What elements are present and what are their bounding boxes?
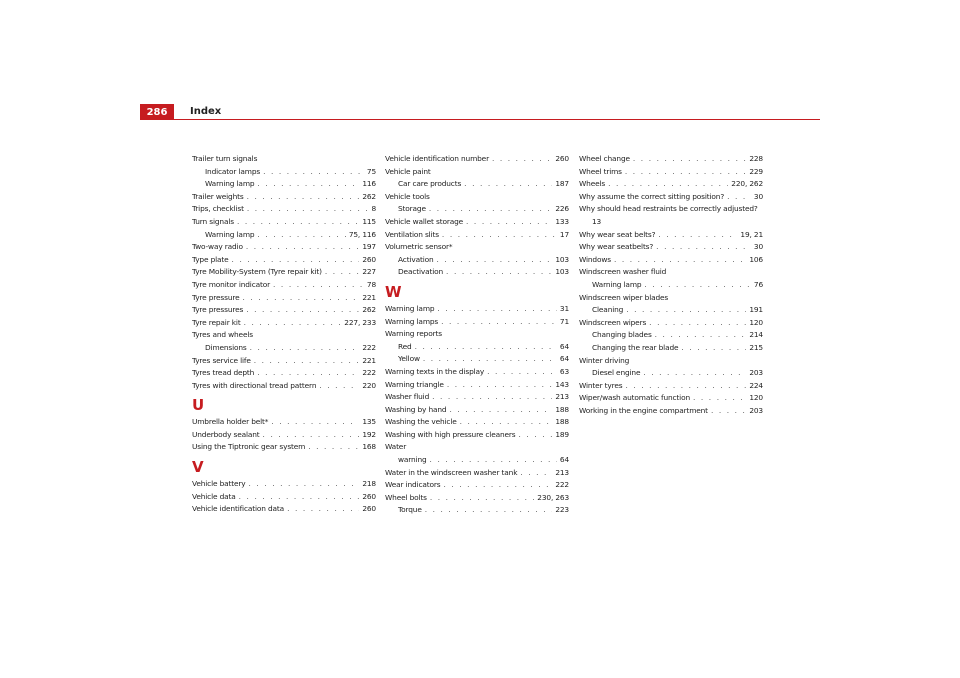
- page-reference[interactable]: 75: [366, 166, 376, 176]
- index-entry: [192, 266, 376, 279]
- page-reference[interactable]: 71: [559, 316, 569, 326]
- dot-leader: [325, 266, 359, 279]
- page-reference[interactable]: 17: [559, 229, 569, 239]
- dot-leader: [257, 367, 359, 380]
- section-letter: U: [192, 396, 205, 415]
- index-entry: [385, 391, 569, 404]
- index-entry: [192, 441, 376, 454]
- page-reference[interactable]: 75, 116: [348, 229, 376, 239]
- index-entry: [192, 254, 376, 267]
- dot-leader: [466, 216, 552, 229]
- dot-leader: [246, 304, 359, 317]
- index-term: Vehicle battery: [192, 479, 246, 489]
- dot-leader: [239, 491, 360, 504]
- index-term: Cleaning: [592, 305, 624, 315]
- page-reference[interactable]: 64: [559, 455, 569, 465]
- page-reference[interactable]: 103: [555, 254, 569, 264]
- page-reference[interactable]: 260: [362, 504, 376, 514]
- index-entry: [385, 416, 569, 429]
- page-reference[interactable]: 227, 233: [344, 317, 376, 327]
- index-term: Washing the vehicle: [385, 417, 457, 427]
- page-reference[interactable]: 64: [559, 354, 569, 364]
- page-reference[interactable]: 168: [362, 442, 376, 452]
- dot-leader: [464, 178, 552, 191]
- index-entry: [192, 429, 376, 442]
- index-term: Two-way radio: [192, 242, 243, 252]
- index-entry: [579, 317, 763, 330]
- index-entry: [385, 479, 569, 492]
- page-reference[interactable]: 222: [362, 368, 376, 378]
- page-reference[interactable]: 19, 21: [740, 229, 763, 239]
- index-entry: [192, 367, 376, 380]
- dot-leader: [437, 254, 553, 267]
- dot-leader: [257, 178, 359, 191]
- index-entry: [192, 216, 376, 229]
- index-term: Washing by hand: [385, 404, 447, 414]
- index-subentry: [192, 342, 376, 355]
- index-term: Wear indicators: [385, 480, 441, 490]
- index-term: Wheels: [579, 179, 606, 189]
- dot-leader: [273, 279, 364, 292]
- index-entry: [579, 292, 763, 305]
- index-term: Trailer turn signals: [192, 154, 258, 163]
- index-term: Dimensions: [205, 342, 247, 352]
- page-reference[interactable]: 215: [749, 342, 763, 352]
- index-entry: [579, 355, 763, 368]
- index-entry: [579, 178, 763, 191]
- index-term: Vehicle data: [192, 491, 236, 501]
- page-reference[interactable]: 226: [555, 204, 569, 214]
- index-term: Vehicle wallet storage: [385, 216, 464, 226]
- page-reference[interactable]: 188: [555, 417, 569, 427]
- dot-leader: [449, 404, 552, 417]
- index-entry: [579, 266, 763, 279]
- dot-leader: [658, 229, 737, 242]
- dot-leader: [460, 416, 553, 429]
- dot-leader: [614, 254, 746, 267]
- index-entry: [192, 292, 376, 305]
- dot-leader: [319, 380, 359, 393]
- index-term: Wiper/wash automatic function: [579, 393, 690, 403]
- dot-leader: [727, 191, 751, 204]
- index-entry: [192, 416, 376, 429]
- dot-leader: [644, 279, 750, 292]
- index-subentry: [579, 367, 763, 380]
- page-reference[interactable]: 221: [362, 355, 376, 365]
- index-term: Warning lamps: [385, 316, 439, 326]
- index-term: Warning lamp: [205, 179, 255, 189]
- index-term: Water: [385, 442, 407, 452]
- page-reference[interactable]: 230, 263: [537, 492, 569, 502]
- index-term: Tyre repair kit: [192, 317, 241, 327]
- page-title: Index: [190, 106, 222, 117]
- index-subentry: [385, 504, 569, 517]
- index-term: Changing the rear blade: [592, 342, 679, 352]
- index-term: Tyres and wheels: [192, 330, 253, 340]
- index-term: Winter tyres: [579, 380, 623, 390]
- index-subentry: [385, 178, 569, 191]
- index-term: Turn signals: [192, 216, 234, 226]
- index-entry: [385, 404, 569, 417]
- index-entry: [385, 316, 569, 329]
- index-term: Windscreen wipers: [579, 317, 647, 327]
- page-reference[interactable]: 213: [555, 467, 569, 477]
- index-subentry: [579, 329, 763, 342]
- page-reference[interactable]: 203: [749, 368, 763, 378]
- dot-leader: [430, 492, 534, 505]
- index-entry: [579, 380, 763, 393]
- dot-leader: [633, 153, 746, 166]
- dot-leader: [242, 292, 359, 305]
- index-term: Warning lamp: [592, 279, 642, 289]
- index-entry: [385, 303, 569, 316]
- index-term: Why assume the correct sitting position?: [579, 191, 725, 201]
- dot-leader: [247, 191, 360, 204]
- index-entry: [579, 191, 763, 204]
- index-term: Indicator lamps: [205, 166, 261, 176]
- dot-leader: [432, 391, 552, 404]
- index-entry: [385, 153, 569, 166]
- index-term: Windows: [579, 254, 611, 264]
- index-entry: [192, 503, 376, 516]
- index-term: Volumetric sensor*: [385, 242, 453, 252]
- index-entry: [192, 317, 376, 330]
- index-subentry: [385, 203, 569, 216]
- dot-leader: [415, 341, 557, 354]
- index-entry: [385, 429, 569, 442]
- dot-leader: [446, 266, 552, 279]
- dot-leader: [519, 429, 553, 442]
- dot-leader: [249, 478, 360, 491]
- page-reference[interactable]: 224: [749, 380, 763, 390]
- dot-leader: [263, 166, 364, 179]
- page-reference[interactable]: 220: [362, 380, 376, 390]
- dot-leader: [487, 366, 557, 379]
- index-term: Tyre monitor indicator: [192, 279, 271, 289]
- index-term: Wheel bolts: [385, 492, 427, 502]
- index-term: Wheel change: [579, 154, 630, 163]
- index-term: Tyres service life: [192, 355, 251, 365]
- index-entry: [385, 216, 569, 229]
- index-entry: [385, 328, 569, 341]
- dot-leader: [520, 467, 552, 480]
- index-term: Tyres tread depth: [192, 368, 255, 378]
- section-letter: V: [192, 458, 204, 477]
- index-subentry: [385, 254, 569, 267]
- index-entry: [192, 191, 376, 204]
- index-term: Tyres with directional tread pattern: [192, 380, 317, 390]
- index-term: Diesel engine: [592, 368, 641, 378]
- page-reference[interactable]: 63: [559, 366, 569, 376]
- index-term: Trailer weights: [192, 191, 244, 201]
- page-reference[interactable]: 30: [753, 242, 763, 252]
- index-entry: [192, 478, 376, 491]
- page-reference[interactable]: 260: [555, 154, 569, 163]
- index-term: 13: [592, 216, 602, 226]
- index-subentry: [385, 454, 569, 467]
- index-entry: [192, 241, 376, 254]
- index-term: Changing blades: [592, 330, 652, 340]
- page-reference[interactable]: 197: [362, 242, 376, 252]
- page-reference[interactable]: 222: [555, 480, 569, 490]
- dot-leader: [423, 353, 557, 366]
- index-term: Umbrella holder belt*: [192, 417, 269, 427]
- index-term: Working in the engine compartment: [579, 405, 708, 415]
- index-term: Why should head restraints be correctly adjusted?: [579, 204, 758, 214]
- page-reference[interactable]: 260: [362, 254, 376, 264]
- index-entry: [385, 166, 569, 179]
- page-reference[interactable]: 187: [555, 179, 569, 189]
- index-term: Warning lamp: [385, 303, 435, 313]
- index-entry: [579, 405, 763, 418]
- index-entry: [385, 191, 569, 204]
- page-reference[interactable]: 76: [753, 279, 763, 289]
- dot-leader: [492, 153, 552, 166]
- page-reference[interactable]: 223: [555, 505, 569, 515]
- index-entry: [385, 492, 569, 505]
- index-entry: [385, 229, 569, 242]
- dot-leader: [232, 254, 360, 267]
- dot-leader: [693, 392, 746, 405]
- page-reference[interactable]: 116: [362, 179, 376, 189]
- header-rule: [174, 119, 820, 120]
- index-term: Type plate: [192, 254, 229, 264]
- index-subentry: [192, 178, 376, 191]
- index-entry: [385, 379, 569, 392]
- index-entry: [192, 329, 376, 342]
- index-entry: [192, 491, 376, 504]
- index-term: Vehicle tools: [385, 191, 430, 201]
- page-reference[interactable]: 189: [555, 429, 569, 439]
- index-entry: [579, 203, 763, 216]
- dot-leader: [430, 454, 557, 467]
- page-reference[interactable]: 262: [362, 305, 376, 315]
- page-reference[interactable]: 221: [362, 292, 376, 302]
- index-entry: [192, 203, 376, 216]
- page-reference[interactable]: 229: [749, 166, 763, 176]
- index-entry: [192, 380, 376, 393]
- dot-leader: [443, 479, 552, 492]
- index-entry: [385, 441, 569, 454]
- index-entry: [579, 153, 763, 166]
- index-term: Warning triangle: [385, 379, 444, 389]
- index-subentry: [579, 216, 763, 229]
- index-entry: [579, 392, 763, 405]
- index-term: Warning reports: [385, 329, 442, 339]
- index-entry: [385, 241, 569, 254]
- page-reference[interactable]: 120: [749, 317, 763, 327]
- index-term: Yellow: [398, 354, 420, 364]
- index-term: Activation: [398, 254, 434, 264]
- dot-leader: [237, 216, 359, 229]
- index-term: Why wear seat belts?: [579, 229, 656, 239]
- page-reference[interactable]: 262: [362, 191, 376, 201]
- index-subentry: [385, 353, 569, 366]
- page-reference[interactable]: 103: [555, 267, 569, 277]
- index-subentry: [579, 304, 763, 317]
- page-reference[interactable]: 213: [555, 392, 569, 402]
- page-reference[interactable]: 78: [366, 279, 376, 289]
- page-reference[interactable]: 227: [362, 267, 376, 277]
- index-term: Using the Tiptronic gear system: [192, 442, 306, 452]
- section-letter: W: [385, 282, 402, 301]
- index-entry: [385, 467, 569, 480]
- page-reference[interactable]: 133: [555, 216, 569, 226]
- index-term: Torque: [398, 505, 422, 515]
- page-reference[interactable]: 192: [362, 429, 376, 439]
- dot-leader: [246, 241, 359, 254]
- page-reference[interactable]: 64: [559, 341, 569, 351]
- page-reference[interactable]: 143: [555, 379, 569, 389]
- index-term: Why wear seatbelts?: [579, 242, 654, 252]
- dot-leader: [626, 304, 746, 317]
- dot-leader: [429, 203, 552, 216]
- index-term: Washer fluid: [385, 392, 430, 402]
- index-term: Warning texts in the display: [385, 366, 485, 376]
- index-term: Trips, checklist: [192, 204, 244, 214]
- index-entry: [579, 254, 763, 267]
- dot-leader: [254, 355, 360, 368]
- dot-leader: [263, 429, 360, 442]
- index-term: Windscreen wiper blades: [579, 292, 669, 302]
- index-subentry: [385, 341, 569, 354]
- index-term: Windscreen washer fluid: [579, 267, 667, 277]
- page-reference[interactable]: 218: [362, 479, 376, 489]
- dot-leader: [437, 303, 556, 316]
- dot-leader: [244, 317, 342, 330]
- index-term: Tyre Mobility-System (Tyre repair kit): [192, 267, 322, 277]
- index-entry: [192, 304, 376, 317]
- dot-leader: [308, 441, 359, 454]
- index-entry: [192, 355, 376, 368]
- page-reference[interactable]: 120: [749, 393, 763, 403]
- page-reference[interactable]: 30: [753, 191, 763, 201]
- index-term: Washing with high pressure cleaners: [385, 429, 516, 439]
- index-entry: [385, 366, 569, 379]
- index-term: Vehicle paint: [385, 166, 431, 176]
- dot-leader: [608, 178, 728, 191]
- index-term: Storage: [398, 204, 426, 214]
- page-reference[interactable]: 220, 262: [731, 179, 763, 189]
- index-term: Tyre pressure: [192, 292, 240, 302]
- page-reference[interactable]: 214: [749, 330, 763, 340]
- index-term: Underbody sealant: [192, 429, 260, 439]
- dot-leader: [447, 379, 552, 392]
- index-subentry: [579, 342, 763, 355]
- page-reference[interactable]: 106: [749, 254, 763, 264]
- page-reference[interactable]: 188: [555, 404, 569, 414]
- index-entry: [192, 153, 376, 166]
- dot-leader: [271, 416, 359, 429]
- index-term: Winter driving: [579, 355, 630, 365]
- index-column-1: [192, 153, 376, 516]
- page-reference[interactable]: 135: [362, 417, 376, 427]
- index-term: Vehicle identification number: [385, 154, 489, 163]
- index-term: Deactivation: [398, 267, 444, 277]
- dot-leader: [656, 241, 751, 254]
- page-reference[interactable]: 228: [749, 154, 763, 163]
- index-entry: [579, 241, 763, 254]
- index-term: Water in the windscreen washer tank: [385, 467, 518, 477]
- index-term: Ventilation slits: [385, 229, 439, 239]
- dot-leader: [425, 504, 553, 517]
- index-term: Car care products: [398, 179, 462, 189]
- dot-leader: [711, 405, 746, 418]
- index-subentry: [579, 279, 763, 292]
- dot-leader: [250, 342, 360, 355]
- page-number: 286: [140, 104, 174, 120]
- page-reference[interactable]: 8: [371, 204, 376, 214]
- page-reference[interactable]: 222: [362, 342, 376, 352]
- index-term: Wheel trims: [579, 166, 622, 176]
- page-reference[interactable]: 191: [749, 305, 763, 315]
- index-entry: [579, 166, 763, 179]
- index-column-3: [579, 153, 763, 417]
- page-reference[interactable]: 203: [749, 405, 763, 415]
- dot-leader: [655, 329, 747, 342]
- page-reference[interactable]: 115: [362, 216, 376, 226]
- dot-leader: [643, 367, 746, 380]
- index-term: warning: [398, 455, 427, 465]
- dot-leader: [257, 229, 345, 242]
- dot-leader: [287, 503, 359, 516]
- index-term: Vehicle identification data: [192, 504, 285, 514]
- index-column-2: [385, 153, 569, 517]
- page-reference[interactable]: 31: [559, 303, 569, 313]
- index-entry: [579, 229, 763, 242]
- index-term: Warning lamp: [205, 229, 255, 239]
- page-reference[interactable]: 260: [362, 491, 376, 501]
- dot-leader: [649, 317, 746, 330]
- dot-leader: [442, 229, 557, 242]
- index-subentry: [385, 266, 569, 279]
- index-term: Red: [398, 341, 412, 351]
- dot-leader: [441, 316, 557, 329]
- dot-leader: [625, 166, 746, 179]
- index-subentry: [192, 229, 376, 242]
- dot-leader: [625, 380, 746, 393]
- index-subentry: [192, 166, 376, 179]
- dot-leader: [681, 342, 746, 355]
- index-term: Tyre pressures: [192, 305, 244, 315]
- index-entry: [192, 279, 376, 292]
- dot-leader: [247, 203, 369, 216]
